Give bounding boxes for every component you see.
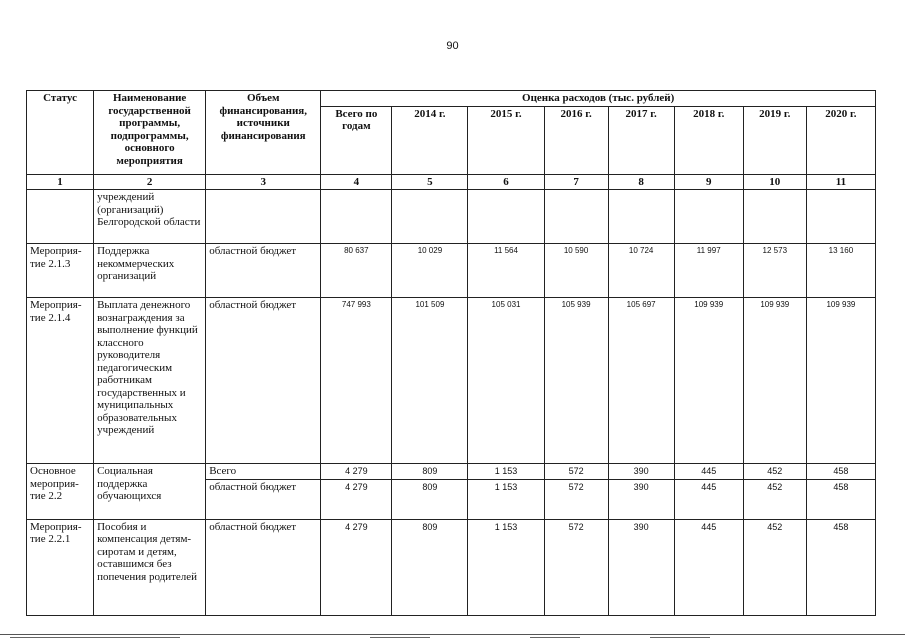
value-cell xyxy=(544,190,608,244)
value-cell xyxy=(743,190,806,244)
column-number: 10 xyxy=(743,174,806,190)
column-number: 11 xyxy=(806,174,875,190)
value-2014: 809 xyxy=(392,479,468,519)
column-number: 6 xyxy=(468,174,544,190)
value-total: 747 993 xyxy=(321,298,392,464)
column-number: 9 xyxy=(674,174,743,190)
value-2018: 11 997 xyxy=(674,244,743,298)
value-2020: 109 939 xyxy=(806,298,875,464)
scan-artifact-line xyxy=(10,637,180,638)
status-cell: Мероприя-тие 2.1.4 xyxy=(27,298,94,464)
value-2015: 1 153 xyxy=(468,464,544,480)
table-row-total xyxy=(27,464,876,480)
table-row xyxy=(27,519,876,615)
value-2019: 109 939 xyxy=(743,298,806,464)
value-cell xyxy=(674,190,743,244)
value-2016: 10 590 xyxy=(544,244,608,298)
value-2019: 452 xyxy=(743,519,806,615)
value-2016: 572 xyxy=(544,519,608,615)
value-2015: 1 153 xyxy=(468,519,544,615)
header-2015: 2015 г. xyxy=(468,106,544,174)
value-2020: 458 xyxy=(806,519,875,615)
table-row xyxy=(27,244,876,298)
name-cell: Социальная поддержка обучающихся xyxy=(94,464,206,520)
name-cell: Пособия и компенсация детям-сиротам и детям, оставшимся без попечения родителей xyxy=(94,519,206,615)
value-2019: 452 xyxy=(743,479,806,519)
table-row-continuation xyxy=(27,190,876,244)
value-2016: 105 939 xyxy=(544,298,608,464)
value-2020: 13 160 xyxy=(806,244,875,298)
value-2015: 1 153 xyxy=(468,479,544,519)
header-2019: 2019 г. xyxy=(743,106,806,174)
header-2016: 2016 г. xyxy=(544,106,608,174)
scan-artifact-line xyxy=(650,637,710,638)
column-number: 4 xyxy=(321,174,392,190)
value-cell xyxy=(392,190,468,244)
scan-artifact-line xyxy=(370,637,430,638)
source-cell: областной бюджет xyxy=(206,519,321,615)
value-cell xyxy=(806,190,875,244)
value-2017: 10 724 xyxy=(608,244,674,298)
value-2016: 572 xyxy=(544,479,608,519)
column-number: 7 xyxy=(544,174,608,190)
value-2018: 445 xyxy=(674,519,743,615)
source-cell: областной бюджет xyxy=(206,244,321,298)
column-number: 1 xyxy=(27,174,94,190)
value-2016: 572 xyxy=(544,464,608,480)
table-row xyxy=(27,298,876,464)
column-number: 5 xyxy=(392,174,468,190)
value-2014: 809 xyxy=(392,464,468,480)
page-number: 90 xyxy=(446,40,459,52)
column-number: 2 xyxy=(94,174,206,190)
value-cell xyxy=(608,190,674,244)
value-2018: 445 xyxy=(674,479,743,519)
name-cell: Поддержка некоммерческих организаций xyxy=(94,244,206,298)
header-name: Наименование государственной программы, подпрограммы, основного мероприятия xyxy=(94,91,206,175)
status-cell xyxy=(27,190,94,244)
header-total: Всего по годам xyxy=(321,106,392,174)
value-2014: 809 xyxy=(392,519,468,615)
source-cell: областной бюджет xyxy=(206,479,321,519)
column-number-row xyxy=(27,174,876,190)
value-2019: 452 xyxy=(743,464,806,480)
value-2020: 458 xyxy=(806,479,875,519)
value-2017: 390 xyxy=(608,519,674,615)
value-2019: 12 573 xyxy=(743,244,806,298)
header-estimate: Оценка расходов (тыс. рублей) xyxy=(321,91,876,107)
header-2018: 2018 г. xyxy=(674,106,743,174)
name-cell: учреждений (организаций) Белгородской области xyxy=(94,190,206,244)
header-2014: 2014 г. xyxy=(392,106,468,174)
value-total: 4 279 xyxy=(321,519,392,615)
value-2014: 10 029 xyxy=(392,244,468,298)
value-2017: 390 xyxy=(608,464,674,480)
value-2017: 390 xyxy=(608,479,674,519)
header-2017: 2017 г. xyxy=(608,106,674,174)
status-cell: Основное мероприя-тие 2.2 xyxy=(27,464,94,520)
page-edge-line xyxy=(0,634,905,635)
value-2017: 105 697 xyxy=(608,298,674,464)
source-cell xyxy=(206,190,321,244)
value-2015: 11 564 xyxy=(468,244,544,298)
status-cell: Мероприя-тие 2.2.1 xyxy=(27,519,94,615)
column-number: 3 xyxy=(206,174,321,190)
value-2018: 445 xyxy=(674,464,743,480)
value-2014: 101 509 xyxy=(392,298,468,464)
value-total: 4 279 xyxy=(321,479,392,519)
value-cell xyxy=(321,190,392,244)
value-2018: 109 939 xyxy=(674,298,743,464)
source-cell: Всего xyxy=(206,464,321,480)
status-cell: Мероприя-тие 2.1.3 xyxy=(27,244,94,298)
value-2015: 105 031 xyxy=(468,298,544,464)
header-financing: Объем финансирования, источники финансирования xyxy=(206,91,321,175)
header-2020: 2020 г. xyxy=(806,106,875,174)
value-cell xyxy=(468,190,544,244)
value-total: 80 637 xyxy=(321,244,392,298)
value-2020: 458 xyxy=(806,464,875,480)
column-number: 8 xyxy=(608,174,674,190)
source-cell: областной бюджет xyxy=(206,298,321,464)
scan-artifact-line xyxy=(530,637,580,638)
header-status: Статус xyxy=(27,91,94,175)
name-cell: Выплата денежного вознаграждения за выполнение функций классного руководителя педагогическим работникам государственных и муниципальных образовательных учреждений xyxy=(94,298,206,464)
expenditure-table xyxy=(26,90,876,616)
value-total: 4 279 xyxy=(321,464,392,480)
